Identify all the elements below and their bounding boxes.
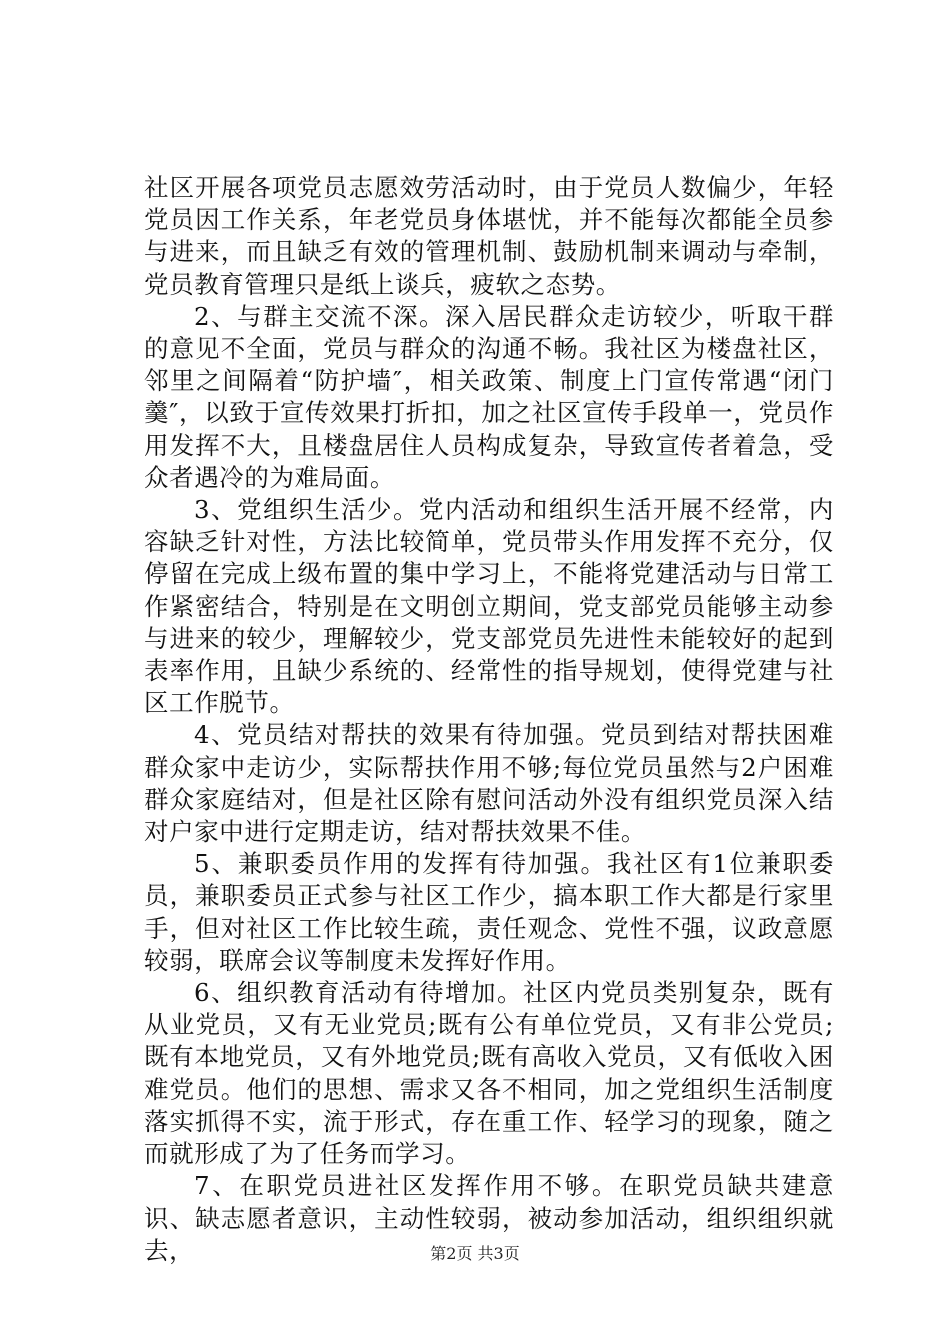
paragraph-item-6: 6、组织教育活动有待增加。社区内党员类别复杂，既有从业党员，又有无业党员;既有公有单位党员，又有非公党员;既有本地党员，又有外地党员;既有高收入党员，又有低收入困难党员。他们的思想、需求又各不相同，加之党组织生活制度落实抓得不实，流于形式，存在重工作、轻学习的现象，随之而就形成了为了任务而学习。 bbox=[144, 978, 834, 1169]
paragraph-item-4: 4、党员结对帮扶的效果有待加强。党员到结对帮扶困难群众家中走访少，实际帮扶作用不够;每位党员虽然与2户困难群众家庭结对，但是社区除有慰问活动外没有组织党员深入结对户家中进行定期走访，结对帮扶效果不佳。 bbox=[144, 720, 834, 847]
paragraph-item-7: 7、在职党员进社区发挥作用不够。在职党员缺共建意识、缺志愿者意识，主动性较弱，被动参加活动，组织组织就去， bbox=[144, 1171, 834, 1265]
page-number-label: 第2页 共3页 bbox=[430, 1244, 520, 1263]
page-footer bbox=[0, 1244, 950, 1264]
paragraph-continuation: 社区开展各项党员志愿效劳活动时，由于党员人数偏少，年轻党员因工作关系，年老党员身体堪忧，并不能每次都能全员参与进来，而且缺乏有效的管理机制、鼓励机制来调动与牵制，党员教育管理只是纸上谈兵，疲软之态势。 bbox=[144, 173, 834, 299]
paragraph-item-2: 2、与群主交流不深。深入居民群众走访较少，听取干群的意见不全面，党员与群众的沟通不畅。我社区为楼盘社区，邻里之间隔着“防护墙″，相关政策、制度上门宣传常遇“闭门羹″，以致于宣传效果打折扣，加之社区宣传手段单一，党员作用发挥不大，且楼盘居住人员构成复杂，导致宣传者着急，受众者遇冷的为难局面。 bbox=[144, 301, 834, 492]
paragraph-item-3: 3、党组织生活少。党内活动和组织生活开展不经常，内容缺乏针对性，方法比较简单，党员带头作用发挥不充分，仅停留在完成上级布置的集中学习上，不能将党建活动与日常工作紧密结合，特别是在文明创立期间，党支部党员能够主动参与进来的较少，理解较少，党支部党员先进性未能较好的起到表率作用，且缺少系统的、经常性的指导规划，使得党建与社区工作脱节。 bbox=[144, 495, 834, 718]
document-body bbox=[144, 172, 834, 1267]
paragraph-item-5: 5、兼职委员作用的发挥有待加强。我社区有1位兼职委员，兼职委员正式参与社区工作少，搞本职工作大都是行家里手，但对社区工作比较生疏，责任观念、党性不强，议政意愿较弱，联席会议等制度未发挥好作用。 bbox=[144, 849, 834, 975]
